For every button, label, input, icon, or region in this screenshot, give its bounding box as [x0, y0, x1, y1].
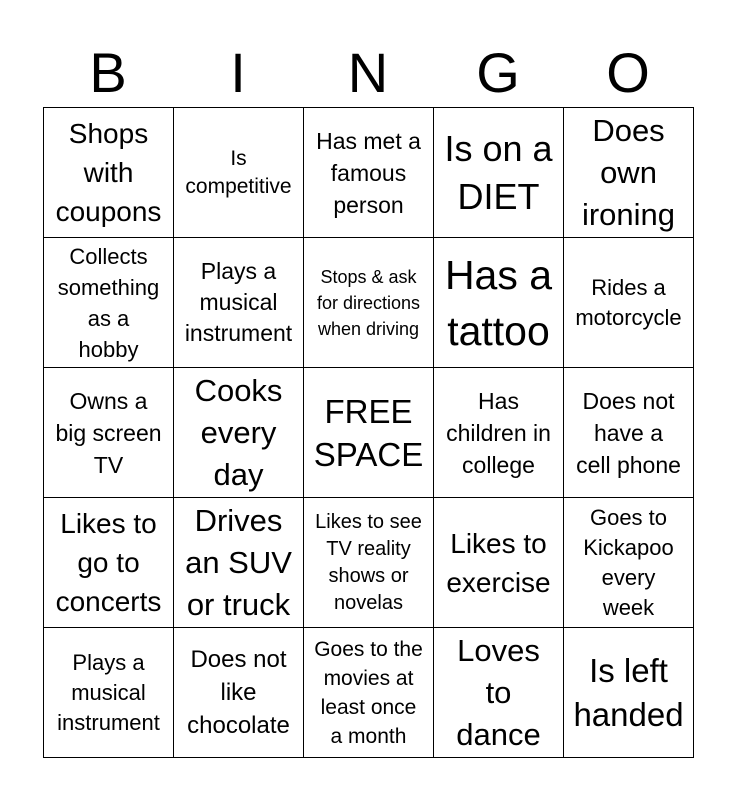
bingo-cell[interactable]: Drives an SUV or truck	[174, 498, 304, 628]
bingo-cell[interactable]: Is competitive	[174, 108, 304, 238]
bingo-cell[interactable]: Is on a DIET	[434, 108, 564, 238]
bingo-cell[interactable]: Likes to go to concerts	[44, 498, 174, 628]
bingo-cell[interactable]: Likes to see TV reality shows or novelas	[304, 498, 434, 628]
header-letter-b: B	[89, 41, 127, 104]
bingo-cell[interactable]: Loves to dance	[434, 628, 564, 758]
bingo-cell[interactable]: Stops & ask for directions when driving	[304, 238, 434, 368]
bingo-cell[interactable]: Does own ironing	[564, 108, 694, 238]
bingo-cell[interactable]: Plays a musical instrument	[44, 628, 174, 758]
bingo-cell[interactable]: Rides a motorcycle	[564, 238, 694, 368]
header-letter-n: N	[347, 41, 389, 104]
board-row	[44, 238, 694, 368]
bingo-header	[43, 40, 693, 106]
board-row	[44, 368, 694, 498]
bingo-cell[interactable]: Does not like chocolate	[174, 628, 304, 758]
board-row	[44, 628, 694, 758]
bingo-cell[interactable]: Shops with coupons	[44, 108, 174, 238]
header-letter-o: O	[606, 41, 650, 104]
bingo-cell[interactable]: Is left handed	[564, 628, 694, 758]
bingo-cell[interactable]: Plays a musical instrument	[174, 238, 304, 368]
bingo-cell[interactable]: Owns a big screen TV	[44, 368, 174, 498]
board-row	[44, 108, 694, 238]
board-row	[44, 498, 694, 628]
bingo-cell[interactable]: Has a tattoo	[434, 238, 564, 368]
bingo-cell[interactable]: Has met a famous person	[304, 108, 434, 238]
bingo-cell[interactable]: Goes to Kickapoo every week	[564, 498, 694, 628]
bingo-cell[interactable]: Does not have a cell phone	[564, 368, 694, 498]
bingo-cell[interactable]: Has children in college	[434, 368, 564, 498]
header-letter-i: I	[230, 41, 246, 104]
bingo-cell[interactable]: Collects something as a hobby	[44, 238, 174, 368]
bingo-cell[interactable]: Likes to exercise	[434, 498, 564, 628]
bingo-board	[43, 107, 694, 758]
bingo-cell[interactable]: Goes to the movies at least once a month	[304, 628, 434, 758]
header-letter-g: G	[476, 41, 520, 104]
bingo-cell[interactable]: FREE SPACE	[304, 368, 434, 498]
bingo-cell[interactable]: Cooks every day	[174, 368, 304, 498]
